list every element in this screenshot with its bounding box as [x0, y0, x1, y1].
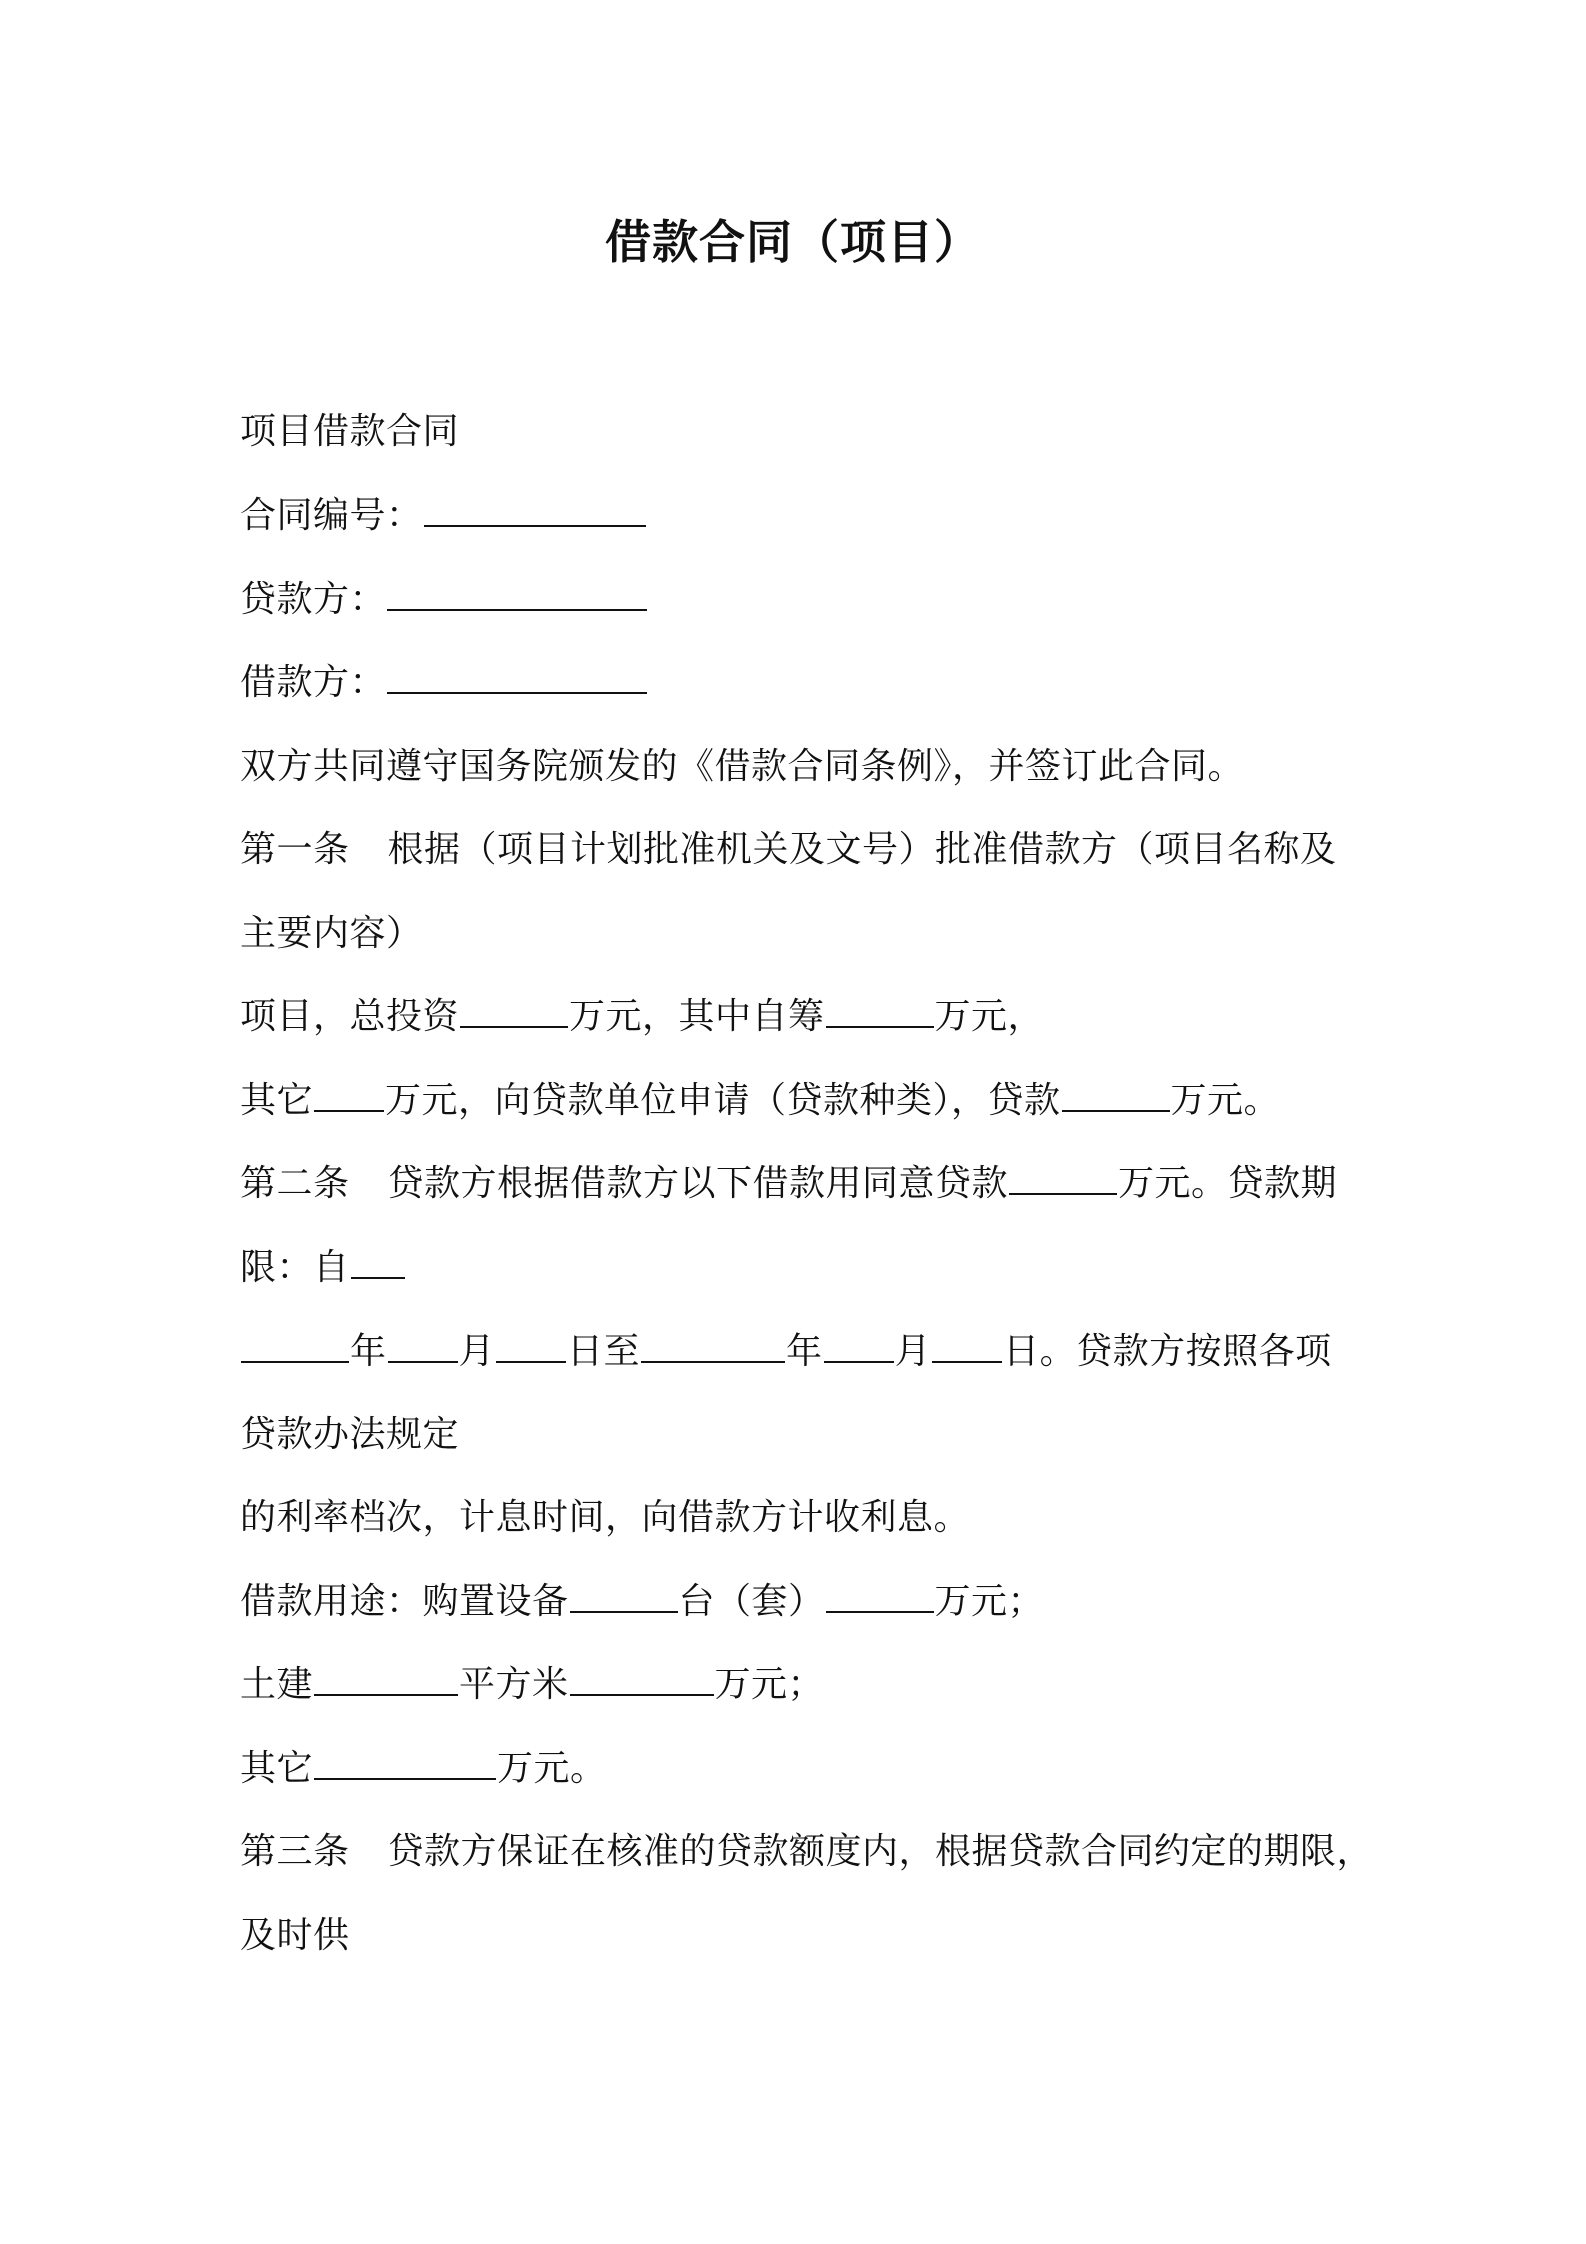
loan-amount-blank: [1062, 1076, 1170, 1112]
article1-text1: 根据（项目计划批准机关及文号）批准借款方（项目名称及: [387, 829, 1337, 870]
loan-amount-unit: 万元。: [1170, 1080, 1281, 1121]
article2-label: 第二条: [240, 1163, 350, 1204]
article1-line2: [240, 907, 423, 961]
investment-label: 项目，总投资: [240, 996, 460, 1037]
intro-line: [240, 740, 1244, 794]
term-from-label: 限：自: [240, 1247, 350, 1288]
self-funded-label: 万元，其中自筹: [569, 996, 825, 1037]
term-from-blank: [351, 1243, 405, 1279]
intro-text: 双方共同遵守国务院颁发的《借款合同条例》，并签订此合同。: [240, 746, 1245, 787]
article1-label: 第一条: [240, 829, 350, 870]
subtitle: [240, 405, 459, 459]
article3-text2: 及时供: [240, 1915, 350, 1956]
article1-line4: [240, 1074, 1280, 1128]
civil-label: 土建: [240, 1664, 314, 1705]
loan-apply-label: 万元，向贷款单位申请（贷款种类），贷款: [385, 1080, 1061, 1121]
end-year-blank: [641, 1327, 785, 1363]
borrower-blank: [387, 658, 647, 694]
article3-line1: [240, 1825, 1373, 1879]
lender-blank: [387, 575, 647, 611]
civil-area-unit: 平方米: [459, 1664, 569, 1705]
article2-text4: 贷款办法规定: [240, 1414, 460, 1455]
start-day-label: 日至: [567, 1331, 641, 1372]
civil-area-blank: [314, 1660, 458, 1696]
civil-amount-unit: 万元；: [714, 1664, 825, 1705]
equipment-amount-blank: [826, 1577, 934, 1613]
article2-line1: [240, 1157, 1337, 1211]
usage-line: [240, 1575, 1044, 1629]
other-label: 其它: [240, 1748, 314, 1789]
other-line: [240, 1742, 607, 1796]
contract-number-blank: [424, 491, 646, 527]
borrower-row: [240, 656, 648, 710]
other-amount-unit: 万元。: [497, 1748, 607, 1789]
contract-number-row: [240, 489, 647, 543]
article2-text1: 贷款方根据借款方以下借款用同意贷款: [387, 1163, 1009, 1204]
end-month-blank: [824, 1327, 894, 1363]
article3-line2: [240, 1909, 350, 1963]
end-month-label: 月: [894, 1331, 932, 1372]
article2-date-line: [240, 1325, 1332, 1379]
loan-term-label: 万元。贷款期: [1118, 1163, 1338, 1204]
article3-text1: 贷款方保证在核准的贷款额度内，根据贷款合同约定的期限，: [387, 1831, 1374, 1872]
lender-label: 贷款方：: [240, 579, 387, 620]
document-title: 借款合同（项目）: [605, 215, 981, 269]
investment-blank: [460, 992, 568, 1028]
article2-line2: [240, 1241, 406, 1295]
end-year-label: 年: [786, 1331, 823, 1372]
article2-text5: 的利率档次，计息时间，向借款方计收利息。: [240, 1497, 971, 1538]
article3-label: 第三条: [240, 1831, 350, 1872]
civil-line: [240, 1658, 824, 1712]
equipment-amount-unit: 万元；: [934, 1581, 1045, 1622]
start-year-label: 年: [350, 1331, 387, 1372]
subtitle-text: 项目借款合同: [240, 411, 460, 452]
equipment-unit: 台（套）: [678, 1581, 825, 1622]
self-funded-blank: [826, 992, 934, 1028]
article2-line4: [240, 1408, 459, 1462]
borrower-label: 借款方：: [240, 662, 387, 703]
start-day-blank: [496, 1327, 566, 1363]
other-amount-blank: [314, 1744, 496, 1780]
other-funds-label: 其它: [240, 1080, 314, 1121]
contract-number-label: 合同编号：: [240, 495, 423, 536]
other-funds-blank: [314, 1076, 384, 1112]
self-funded-unit: 万元，: [934, 996, 1045, 1037]
end-day-blank: [932, 1327, 1002, 1363]
end-day-label: 日。贷款方按照各项: [1003, 1331, 1332, 1372]
article2-line5: [240, 1491, 970, 1545]
start-month-label: 月: [458, 1331, 496, 1372]
civil-amount-blank: [570, 1660, 714, 1696]
equipment-count-blank: [570, 1577, 678, 1613]
lender-row: [240, 573, 648, 627]
article1-text2: 主要内容）: [240, 913, 423, 954]
start-year-blank: [241, 1327, 349, 1363]
article1-line3: [240, 990, 1044, 1044]
article1-line1: [240, 823, 1337, 877]
agreed-loan-blank: [1009, 1159, 1117, 1195]
usage-label: 借款用途：购置设备: [240, 1581, 569, 1622]
start-month-blank: [388, 1327, 458, 1363]
